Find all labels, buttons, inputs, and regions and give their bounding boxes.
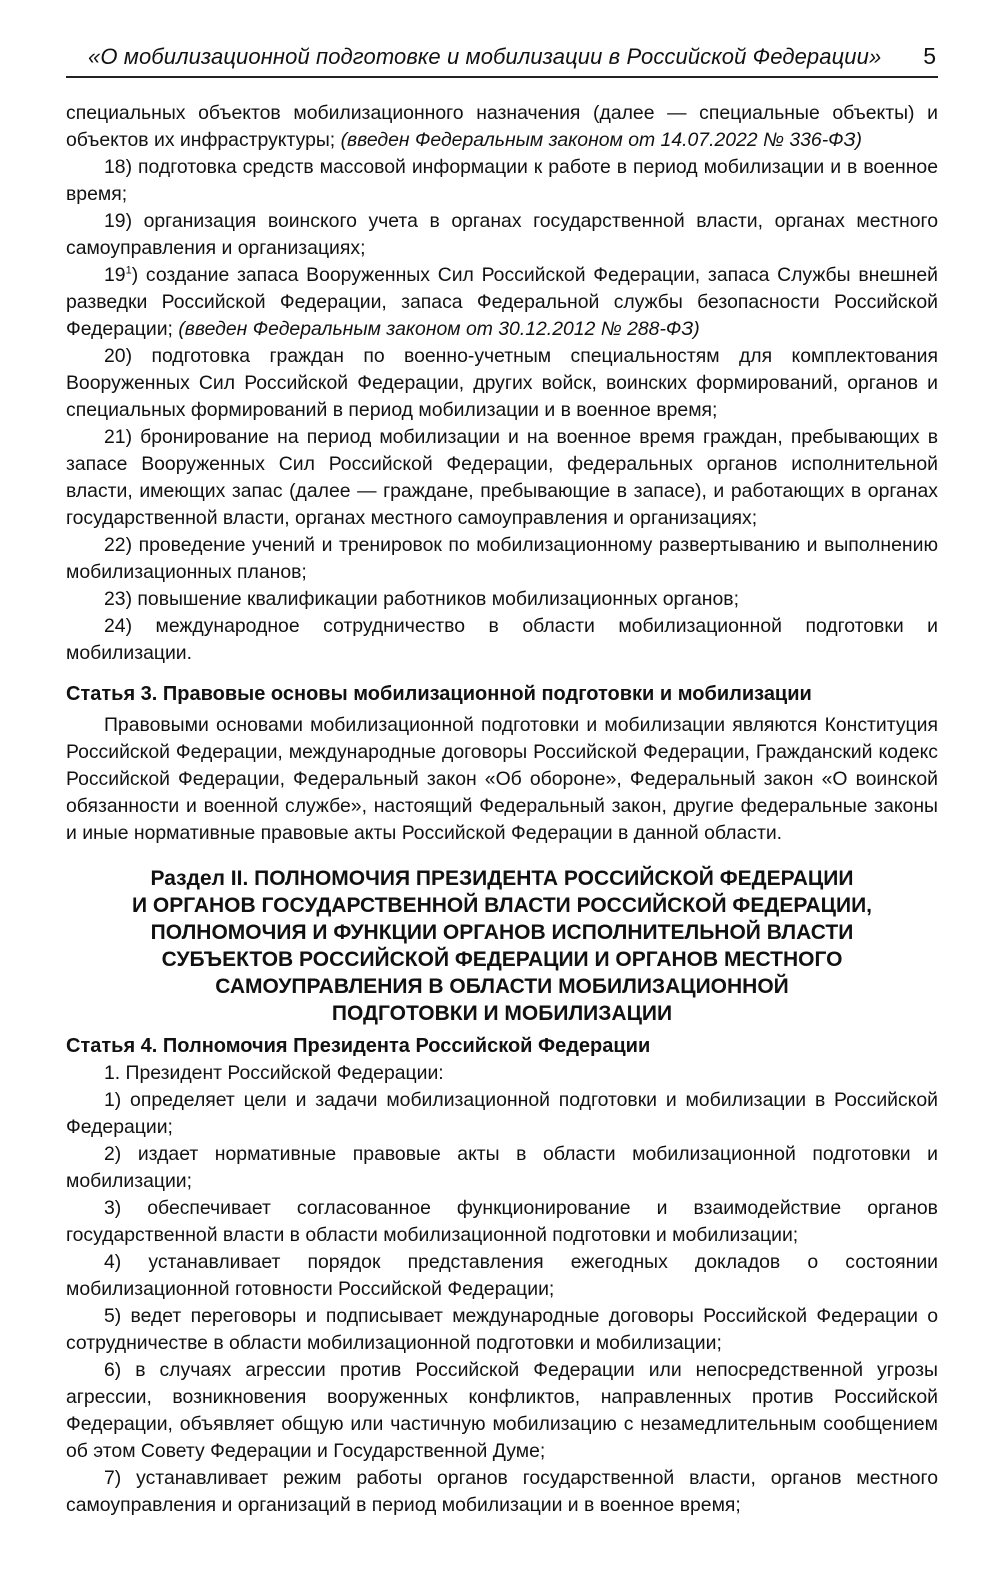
section-2-title [66, 865, 938, 1027]
page-number: 5 [923, 43, 936, 69]
article-4-point-6: 6) в случаях агрессии против Российской Федерации или непосредственной угрозы агрессии, возникновения вооруженных конфликтов, направленных против Российской Федерации, объявляет общую или частичную мобилизацию с незамедлительным сообщением об этом Совету Федерации и Государственной Думе; [66, 1359, 938, 1462]
text: ) создание запаса Вооруженных Сил Российской Федерации, запаса Службы внешней разведки Российской Федерации, запаса Федеральной службы безопасности Российской Федерации; [66, 264, 938, 340]
paragraph-item-23: 23) повышение квалификации работников мобилизационных органов; [104, 588, 739, 610]
paragraph-item-19-1 [66, 262, 938, 343]
section-title-line: ПОЛНОМОЧИЯ И ФУНКЦИИ ОРГАНОВ ИСПОЛНИТЕЛЬНОЙ ВЛАСТИ [150, 921, 854, 944]
article-4-heading: Статья 4. Полномочия Президента Российской Федерации [66, 1035, 651, 1057]
paragraph-item-21: 21) бронирование на период мобилизации и на военное время граждан, пребывающих в запасе Вооруженных Сил Российской Федерации, федеральных органов исполнительной власти, имеющих запас (далее — граждане, пребывающие в запасе), и работающих в органах государственной власти, органах местного самоуправления и организациях; [66, 426, 938, 529]
section-title-line: И ОРГАНОВ ГОСУДАРСТВЕННОЙ ВЛАСТИ РОССИЙСКОЙ ФЕДЕРАЦИИ, [131, 894, 873, 917]
paragraph-item-19: 19) организация воинского учета в органах государственной власти, органах местного самоуправления и организациях; [66, 210, 938, 259]
paragraph-item-24: 24) международное сотрудничество в области мобилизационной подготовки и мобилизации. [66, 615, 938, 664]
article-4-point-4: 4) устанавливает порядок представления ежегодных докладов о состоянии мобилизационной готовности Российской Федерации; [66, 1251, 938, 1300]
article-4-point-3: 3) обеспечивает согласованное функционирование и взаимодействие органов государственной власти в области мобилизационной подготовки и мобилизации; [66, 1197, 938, 1246]
amendment-note: (введен Федеральным законом от 30.12.2012 № 288-ФЗ) [178, 318, 700, 340]
article-3-heading: Статья 3. Правовые основы мобилизационной подготовки и мобилизации [66, 683, 812, 705]
article-3-text: Правовыми основами мобилизационной подготовки и мобилизации являются Конституция Российской Федерации, международные договоры Российской Федерации, Гражданский кодекс Российской Федерации, Федеральный закон «Об обороне», Федеральный закон «О воинской обязанности и военной службе», настоящий Федеральный закон, другие федеральные законы и иные нормативные правовые акты Российской Федерации в данной области. [66, 714, 938, 844]
section-title-line: ПОДГОТОВКИ И МОБИЛИЗАЦИИ [331, 1002, 673, 1025]
paragraph-item-18: 18) подготовка средств массовой информации к работе в период мобилизации и в военное время; [66, 156, 938, 205]
item-number: 19 [104, 264, 126, 286]
article-4-point-7: 7) устанавливает режим работы органов государственной власти, органов местного самоуправления и организаций в период мобилизации и в военное время; [66, 1467, 938, 1516]
article-4-point-2: 2) издает нормативные правовые акты в области мобилизационной подготовки и мобилизации; [66, 1143, 938, 1192]
paragraph-item-17-continuation [66, 100, 938, 154]
item-superscript: 1 [125, 264, 132, 277]
section-title-line: Раздел II. ПОЛНОМОЧИЯ ПРЕЗИДЕНТА РОССИЙСКОЙ ФЕДЕРАЦИИ [150, 867, 854, 890]
header-title: «О мобилизационной подготовке и мобилизации в Российской Федерации» [88, 44, 882, 69]
article-4-point-5: 5) ведет переговоры и подписывает международные договоры Российской Федерации о сотрудничестве в области мобилизационной подготовки и мобилизации; [66, 1305, 938, 1354]
section-title-line: СУБЪЕКТОВ РОССИЙСКОЙ ФЕДЕРАЦИИ И ОРГАНОВ МЕСТНОГО [161, 948, 843, 971]
paragraph-item-22: 22) проведение учений и тренировок по мобилизационному развертыванию и выполнению мобилизационных планов; [66, 534, 938, 583]
text: специальных объектов мобилизационного назначения (далее — специальные объекты) и объектов их инфраструктуры; [66, 102, 938, 151]
document-body [66, 100, 938, 1519]
running-header [66, 40, 938, 78]
paragraph-item-20: 20) подготовка граждан по военно-учетным специальностям для комплектования Вооруженных Сил Российской Федерации, других войск, воинских формирований, органов и специальных формирований в период мобилизации и в военное время; [66, 345, 938, 421]
amendment-note: (введен Федеральным законом от 14.07.2022 № 336-ФЗ) [340, 129, 862, 151]
section-title-line: САМОУПРАВЛЕНИЯ В ОБЛАСТИ МОБИЛИЗАЦИОННОЙ [215, 975, 789, 998]
article-4-point-1: 1) определяет цели и задачи мобилизационной подготовки и мобилизации в Российской Федерации; [66, 1089, 938, 1138]
article-4-intro: 1. Президент Российской Федерации: [104, 1062, 444, 1084]
